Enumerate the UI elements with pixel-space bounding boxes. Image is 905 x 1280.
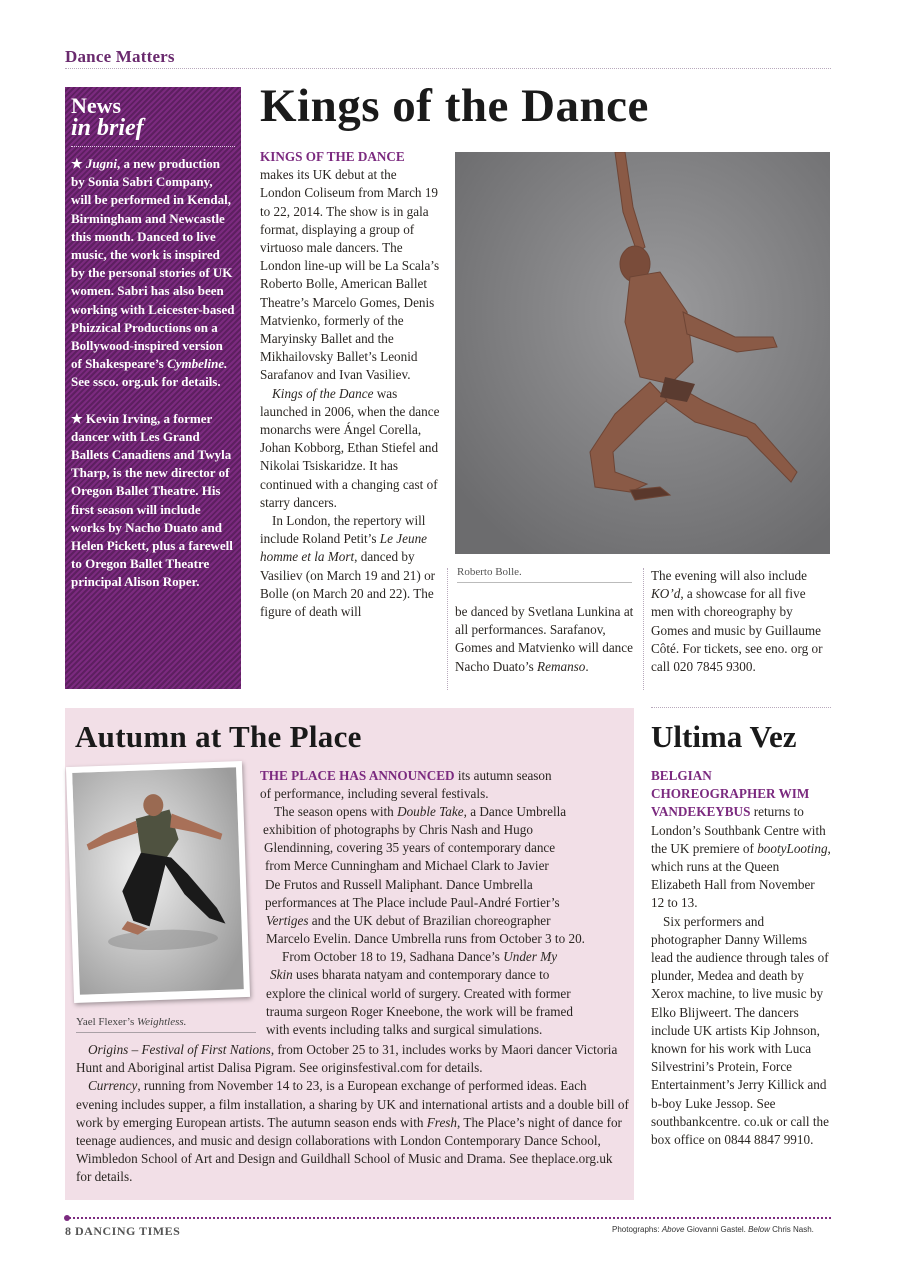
currency-text-end: , The Place’s night of dance for teenage audiences, and music and design collaborations with London Contemporary Dance School, Wimbledon School of Art and Design and Guildhall School of Music and Drama. See theplace.org.uk for details. [76,1114,622,1185]
autumn-line [266,985,571,1003]
ultima-body [651,767,831,1149]
autumn-line [274,803,566,821]
autumn-italic: Double Take [397,804,464,819]
autumn-text: from Merce Cunningham and Michael Clark to Javier [265,858,549,873]
page-number-value: 8 [65,1224,72,1238]
autumn-text: From October 18 to 19, Sadhana Dance’s [282,949,504,964]
news-heading-line1: News [71,93,122,118]
kings-lead: KINGS OF THE DANCE [260,149,405,164]
ultima-work-title: bootyLooting [757,840,828,856]
page-number [65,1224,180,1239]
footer-divider [65,1217,831,1219]
autumn-text: with events including talks and surgical simulations. [266,1022,543,1037]
kings-column-3 [651,567,831,676]
autumn-text: explore the clinical world of surgery. Created with former [266,986,571,1001]
autumn-title: Autumn at The Place [75,719,362,754]
section-label: Dance Matters [65,47,175,66]
autumn-text: and the UK debut of Brazilian choreographer [308,913,551,928]
kings-paragraph-1: makes its UK debut at the London Coliseum from March 19 to 22, 2014. The show is in gala format, displaying a group of virtuoso male dancers. The London line-up will be La Scala’s Roberto Bolle, American Ballet Theatre’s Marcelo Gomes, Denis Matvienko, formerly of the Maryinsky Ballet and the Mikhailovsky Ballet’s Leonid Sarafanov and Ivan Vasiliev. [260,167,440,383]
autumn-line [265,894,560,912]
kings-col2-title: Remanso [537,658,586,674]
kings-col3-end: , a showcase for all five men with choreography by Gomes and music by Guillaume Côté. For tickets, see eno. org or call 020 7845 9300. [651,586,823,675]
news-item-jugni [71,155,235,392]
currency-title: Currency [88,1078,138,1094]
news-heading-line2: in brief [71,115,144,141]
autumn-text: The season opens with [274,804,398,819]
autumn-line [260,785,489,803]
ultima-text-end: , which runs at the Queen Elizabeth Hall from November 12 to 13. [651,840,831,911]
credits-above: Above [661,1225,685,1234]
caption-text: Yael Flexer’s [76,1016,138,1028]
kings-col2-text: be danced by Svetlana Lunkina at all performances. Sarafanov, Gomes and Matvienko will dance Nacho Duato’s [455,604,634,674]
autumn-italic: Under My [503,949,558,964]
top-divider [65,68,831,69]
ultima-text: returns to London’s Southbank Centre with the UK premiere of [651,804,826,856]
kings-work-title: Le Jeune homme et la Mort [260,531,428,565]
autumn-text: De Frutos and Russell Maliphant. Dance Umbrella [265,877,533,892]
kings-col3-title: KO’d [651,586,681,602]
autumn-text: Marcelo Evelin. Dance Umbrella runs from October 3 to 20. [266,931,585,946]
autumn-line [282,948,557,966]
autumn-line [266,1021,542,1039]
photo-caption: Roberto Bolle. [457,566,632,583]
autumn-text: of performance, including several festivals. [260,786,489,801]
ultima-lead: BELGIAN CHOREOGRAPHER WIM VANDEKEYBUS [651,768,810,820]
news-item-irving [71,410,235,592]
photo-credits [612,1225,814,1234]
kings-col2-end: . [585,658,589,674]
dancer-illustration [455,152,830,554]
autumn-italic: Skin [270,967,293,982]
origins-title: Origins – Festival of First Nations [88,1042,271,1057]
photo-roberto-bolle [455,152,830,554]
kings-paragraph-2: was launched in 2006, when the dance monarchs were Ángel Corella, Johan Kobborg, Ethan Stiefel and Nikolai Tsiskaridze. It has continued with a changing cast of starry dancers. [260,385,440,510]
news-item-text: , a new production by Sonia Sabri Company, will be performed in Kendal, Birmingham and Newcastle this month. Danced to live music, the work is inspired by the personal stories of UK women. Sabri has also been working with Leicester-based Phizzical Productions on a Bollywood-inspired version of Shakespeare’s [71,156,235,372]
credits-below-name: Chris Nash. [769,1225,814,1234]
news-heading [71,95,235,139]
autumn-line [264,839,555,857]
section-divider [651,707,831,708]
column-divider [643,568,644,690]
kings-column-2 [455,603,635,676]
star-icon: ★ [71,156,86,171]
credits-below: Below [748,1225,770,1234]
autumn-lead: THE PLACE HAS ANNOUNCED [260,768,455,783]
news-item-title2: Cymbeline. [167,356,228,372]
star-icon: ★ [71,410,86,426]
news-item-title: Jugni [85,156,117,171]
caption-title: Weightless. [137,1016,187,1028]
photo-caption-2 [76,1016,256,1033]
autumn-line [266,912,551,930]
kings-col3-text: The evening will also include [651,568,808,583]
autumn-text: uses bharata natyam and contemporary dance to [292,967,550,982]
autumn-text: Glendinning, covering 35 years of contemporary dance [264,840,556,855]
kings-title: Kings of the Dance [260,80,649,132]
column-divider [447,568,448,690]
autumn-text: , a Dance Umbrella [463,804,567,819]
photo-weightless [66,761,250,1003]
autumn-line [270,966,549,984]
currency-text: , running from November 14 to 23, is a European exchange of performed ideas. Each evening includes supper, a film installation, a sharing by UK and international artists and a double bill of work by emerging European artists. The autumn season ends with [76,1078,629,1130]
kings-title-ref: Kings of the Dance [272,385,374,401]
credits-above-name: Giovanni Gastel. [684,1225,749,1234]
autumn-bottom-text [76,1041,631,1187]
ultima-title: Ultima Vez [651,719,797,754]
news-in-brief-box [65,87,241,689]
ultima-paragraph-2: Six performers and photographer Danny Willems lead the audience through tales of plunder, Medea and death by Xerox machine, to live music by Elko Blijweert. The dancers include UK artists Kip Johnson, known for his work with Luca Silvestrini’s Protein, Force Entertainment’s Jerry Killick and b-boy Luke Jessop. See southbankcentre. co.uk or call the box office on 0844 8847 9910. [651,913,829,1148]
kings-paragraph-3a: In London, the repertory will include Roland Petit’s [260,513,426,547]
news-item-text: Kevin Irving, a former dancer with Les Grand Ballets Canadiens and Twyla Tharp, is the new director of Oregon Ballet Theatre. His first season will include works by Nacho Duato and Helen Pickett, plus a farewell to Oregon Ballet Theatre principal Alison Roper. [71,410,233,590]
autumn-line [265,876,533,894]
kings-paragraph-3b: , danced by Vasiliev (on March 19 and 21) or Bolle (on March 20 and 22). The figure of death will [260,549,436,620]
autumn-italic: Vertiges [266,913,309,928]
fresh-title: Fresh [426,1114,458,1130]
autumn-line [266,930,585,948]
magazine-name: DANCING TIMES [75,1224,181,1238]
kings-column-1 [260,148,440,621]
news-item-text2: See ssco. org.uk for details. [71,374,221,390]
autumn-text: its autumn season [454,768,552,783]
dancer-illustration-2 [72,767,244,995]
autumn-line [266,1003,573,1021]
autumn-text: exhibition of photographs by Chris Nash and Hugo [263,822,533,837]
autumn-text: performances at The Place include Paul-André Fortier’s [265,895,560,910]
autumn-text: trauma surgeon Roger Kneebone, the work will be framed [266,1004,574,1019]
autumn-line [263,821,533,839]
credits-label: Photographs: [612,1225,662,1234]
origins-text: , from October 25 to 31, includes works by Maori dancer Victoria Hunt and Aboriginal artist Dalisa Pigram. See originsfestival.com for details. [76,1042,618,1076]
news-divider [71,146,235,147]
autumn-line [260,767,552,785]
autumn-line [265,857,549,875]
